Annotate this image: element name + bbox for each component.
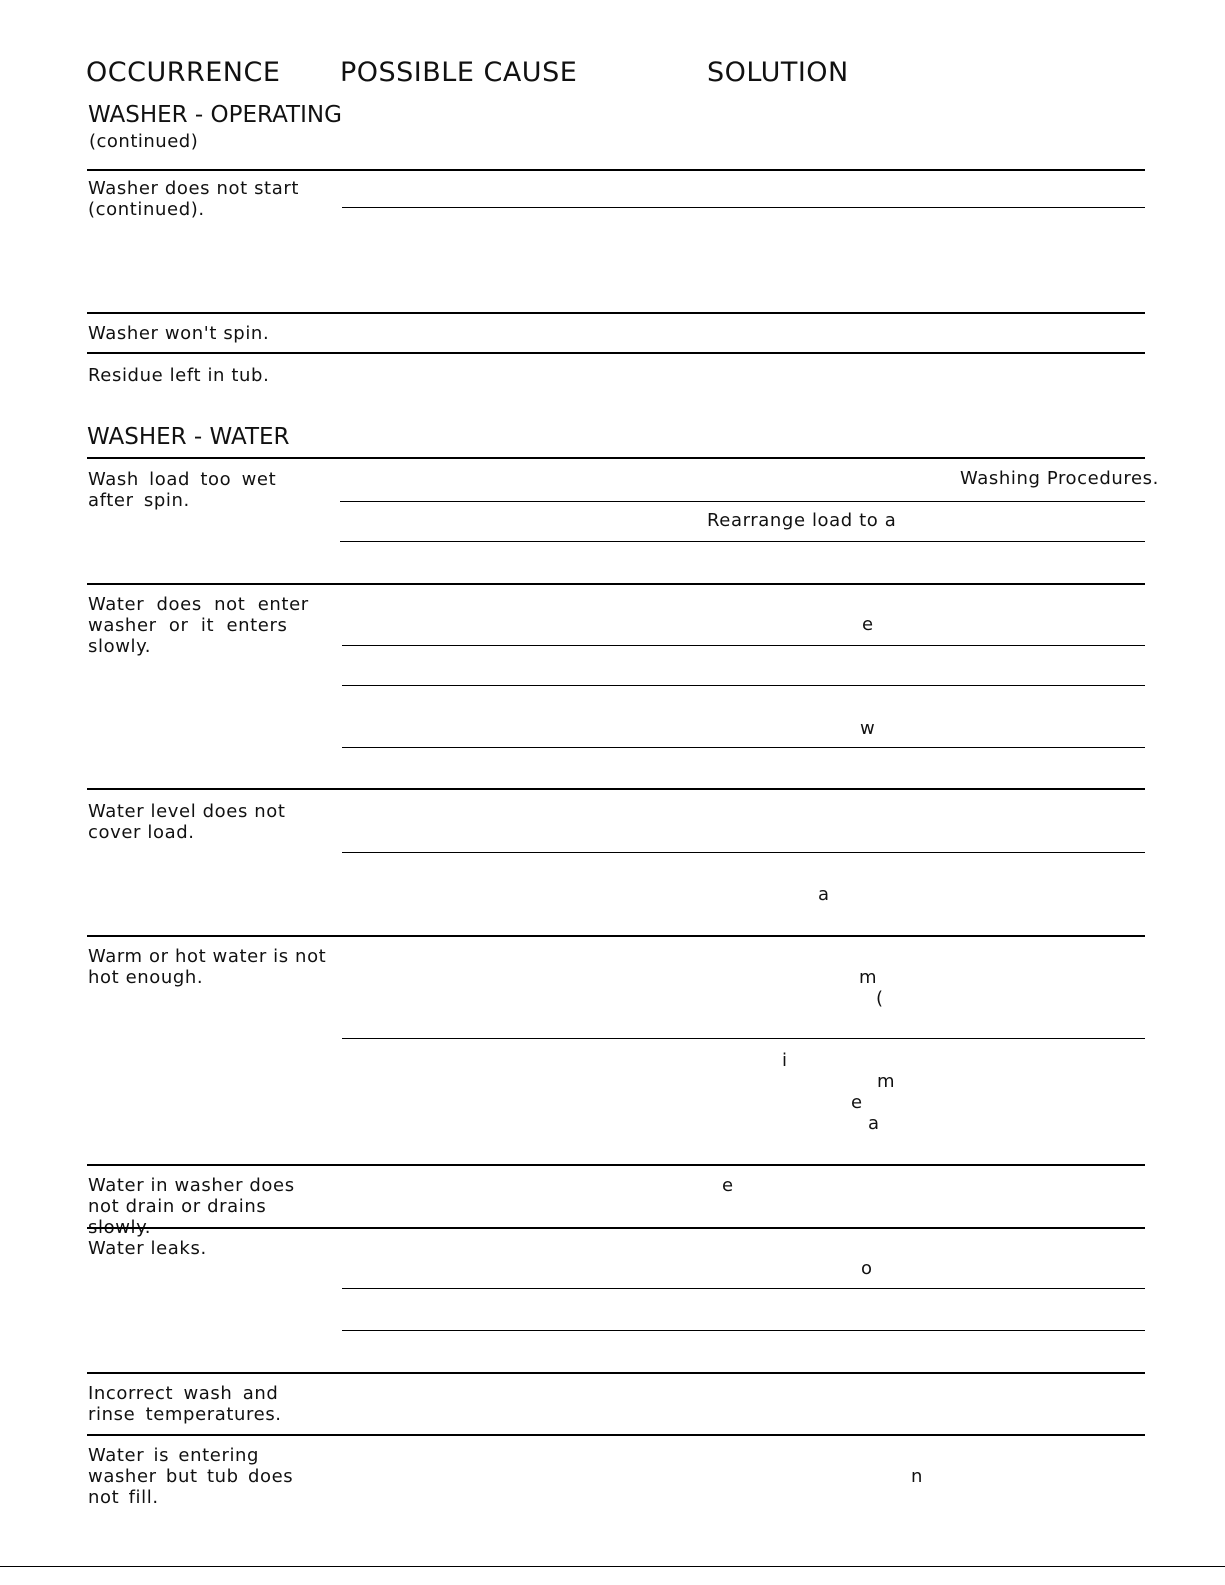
solution-text: m	[859, 967, 878, 988]
solution-text: e	[722, 1175, 734, 1196]
cause-divider	[342, 1288, 1145, 1289]
cause-divider	[342, 1038, 1145, 1039]
row-divider	[87, 1434, 1145, 1436]
row-divider	[87, 457, 1145, 459]
cause-divider	[340, 541, 1145, 542]
occurrence-water-does-not-drain: Water in washer does not drain or drains slowly.	[88, 1175, 295, 1238]
occurrence-load-too-wet: Wash load too wet after spin.	[88, 469, 277, 511]
row-divider	[87, 169, 1145, 171]
section-title-washer-water: WASHER - WATER	[87, 424, 290, 450]
solution-text: n	[911, 1466, 924, 1487]
occurrence-water-level-low: Water level does not cover load.	[88, 801, 286, 843]
row-divider	[87, 583, 1145, 585]
page-bottom-edge	[0, 1566, 1225, 1567]
solution-text: i	[782, 1050, 788, 1071]
occurrence-incorrect-temperatures: Incorrect wash and rinse temperatures.	[88, 1383, 282, 1425]
cause-divider	[340, 501, 1145, 502]
occurrence-water-not-hot: Warm or hot water is not hot enough.	[88, 946, 327, 988]
solution-text: o	[861, 1258, 873, 1279]
cause-divider	[342, 207, 1145, 208]
solution-text: (	[876, 988, 884, 1009]
cause-divider	[342, 685, 1145, 686]
cause-divider	[342, 645, 1145, 646]
occurrence-washer-wont-spin: Washer won't spin.	[88, 323, 270, 344]
solution-text: e	[851, 1092, 863, 1113]
solution-text: w	[860, 718, 876, 739]
occurrence-tub-does-not-fill: Water is entering washer but tub does not fill.	[88, 1445, 294, 1508]
row-divider	[87, 352, 1145, 354]
row-divider	[87, 1372, 1145, 1374]
cause-divider	[342, 747, 1145, 748]
occurrence-water-leaks: Water leaks.	[88, 1238, 207, 1259]
cause-divider	[342, 852, 1145, 853]
column-header-solution: SOLUTION	[707, 57, 849, 88]
section-subtitle: (continued)	[89, 131, 199, 152]
solution-text: Washing Procedures.	[960, 468, 1159, 489]
occurrence-washer-does-not-start: Washer does not start (continued).	[88, 178, 299, 220]
solution-text: e	[862, 614, 874, 635]
column-header-occurrence: OCCURRENCE	[86, 57, 281, 88]
row-divider	[87, 788, 1145, 790]
occurrence-residue-left: Residue left in tub.	[88, 365, 270, 386]
cause-divider	[342, 1330, 1145, 1331]
solution-text: Rearrange load to a	[707, 510, 897, 531]
solution-text: m	[877, 1071, 896, 1092]
section-title-washer-operating: WASHER - OPERATING	[88, 102, 342, 128]
column-header-possible-cause: POSSIBLE CAUSE	[340, 57, 578, 88]
solution-text: a	[818, 884, 830, 905]
occurrence-water-does-not-enter: Water does not enter washer or it enters slowly.	[88, 594, 309, 657]
row-divider	[87, 935, 1145, 937]
row-divider	[87, 1227, 1145, 1229]
row-divider	[87, 1164, 1145, 1166]
solution-text: a	[868, 1113, 880, 1134]
row-divider	[87, 312, 1145, 314]
